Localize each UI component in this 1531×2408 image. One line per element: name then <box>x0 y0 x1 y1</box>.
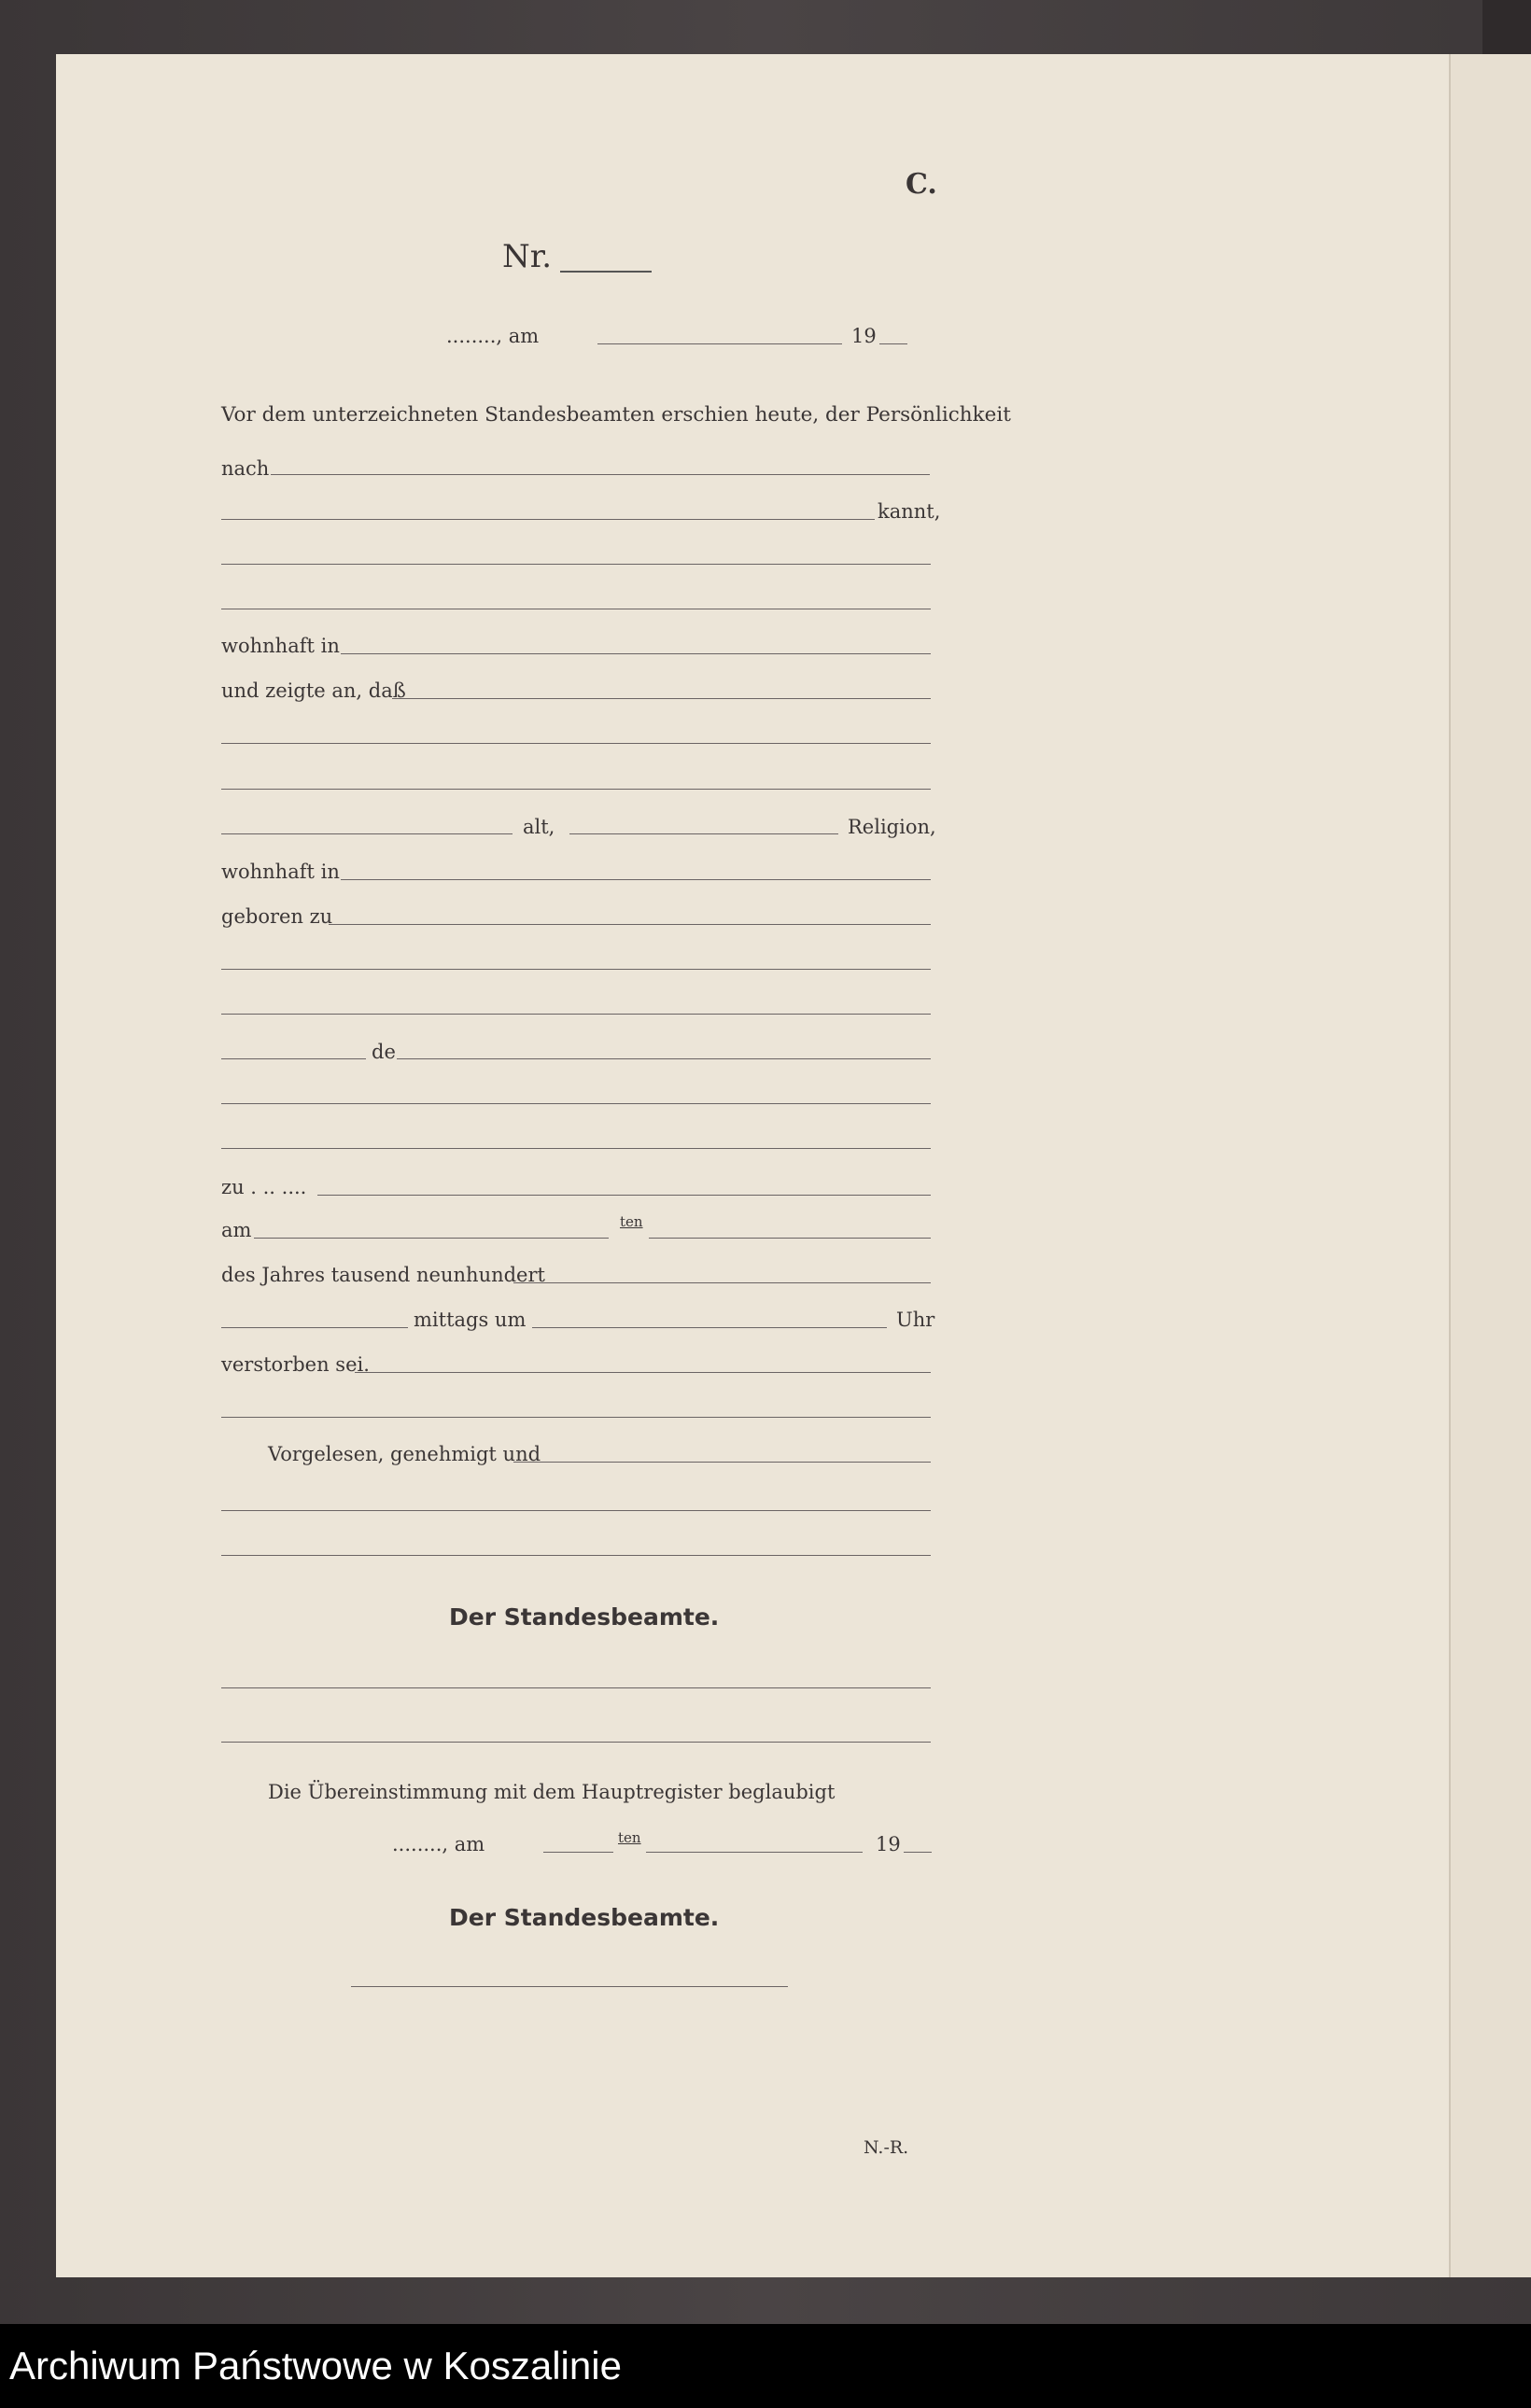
religion-label: Religion, <box>848 816 936 838</box>
blank-line <box>543 1852 613 1853</box>
form-page <box>56 54 1470 2277</box>
wohnhaft-label-1: wohnhaft in <box>221 635 340 657</box>
blank-line <box>329 924 931 925</box>
blank-line <box>221 1555 931 1556</box>
archive-name: Archiwum Państwowe w Koszalinie <box>9 2344 622 2387</box>
blank-line <box>341 653 931 654</box>
blank-line <box>221 743 931 744</box>
date-line-1-blank <box>597 343 842 344</box>
nr-blank <box>560 271 652 273</box>
nach-label: nach <box>221 457 270 480</box>
next-page-edge <box>1449 54 1531 2277</box>
am-label: am <box>221 1219 252 1241</box>
und-zeigte-label: und zeigte an, daß <box>221 679 406 702</box>
blank-line <box>317 1195 931 1196</box>
signature-line <box>351 1986 788 1987</box>
blank-line <box>341 879 931 880</box>
blank-line <box>569 833 838 834</box>
mittags-label: mittags um <box>414 1309 527 1331</box>
alt-label: alt, <box>523 816 555 838</box>
standesbeamte-heading-1: Der Standesbeamte. <box>449 1603 720 1631</box>
des-jahres-label: des Jahres tausend neunhundert <box>221 1264 545 1286</box>
blank-line <box>221 1327 408 1328</box>
signature-line <box>221 1687 931 1688</box>
form-code: N.-R. <box>864 2137 909 2158</box>
blank-line <box>392 698 931 699</box>
blank-line <box>221 1510 931 1511</box>
blank-line <box>649 1238 931 1239</box>
date-line-2-place: ........, am <box>392 1833 485 1855</box>
blank-line <box>221 1148 931 1149</box>
scan-edge <box>1482 0 1531 54</box>
blank-line <box>221 833 513 834</box>
blank-line <box>221 969 931 970</box>
wohnhaft-label-2: wohnhaft in <box>221 861 340 883</box>
standesbeamte-heading-2: Der Standesbeamte. <box>449 1904 720 1931</box>
verstorben-label: verstorben sei. <box>221 1353 370 1376</box>
blank-line <box>221 1417 931 1418</box>
blank-line <box>513 1282 931 1283</box>
blank-line <box>221 1058 366 1059</box>
blank-line <box>221 1103 931 1104</box>
blank-line <box>221 564 931 565</box>
uebereinstimmung-text: Die Übereinstimmung mit dem Hauptregister beglaubigt <box>268 1781 836 1803</box>
blank-line <box>513 1462 931 1463</box>
kannt-label: kannt, <box>878 500 941 523</box>
blank-line <box>904 1852 932 1853</box>
blank-line <box>646 1852 863 1853</box>
blank-line <box>254 1238 609 1239</box>
blank-line <box>221 519 875 520</box>
zu-label: zu . .. .... <box>221 1176 307 1198</box>
blank-line <box>271 474 930 475</box>
date-line-2-year: 19 <box>876 1833 901 1855</box>
intro-text: Vor dem unterzeichneten Standesbeamten erschien heute, der Persönlichkeit <box>221 403 1011 427</box>
ten-superscript-2: ten <box>618 1829 641 1846</box>
uhr-label: Uhr <box>896 1309 935 1331</box>
signature-line <box>221 1742 931 1743</box>
geboren-label: geboren zu <box>221 905 333 928</box>
blank-line <box>221 1014 931 1015</box>
de-label: de <box>372 1041 396 1063</box>
blank-line <box>532 1327 887 1328</box>
date-line-1-year-blank <box>879 343 907 344</box>
date-line-1-year: 19 <box>851 325 877 347</box>
ten-superscript-1: ten <box>620 1213 643 1230</box>
blank-line <box>221 789 931 790</box>
blank-line <box>355 1372 931 1373</box>
blank-line <box>397 1058 931 1059</box>
vorgelesen-label: Vorgelesen, genehmigt und <box>268 1443 541 1465</box>
archive-footer <box>0 2324 1531 2408</box>
date-line-1-place: ........, am <box>446 325 540 347</box>
page-letter: C. <box>906 168 937 201</box>
nr-label: Nr. <box>502 238 553 275</box>
